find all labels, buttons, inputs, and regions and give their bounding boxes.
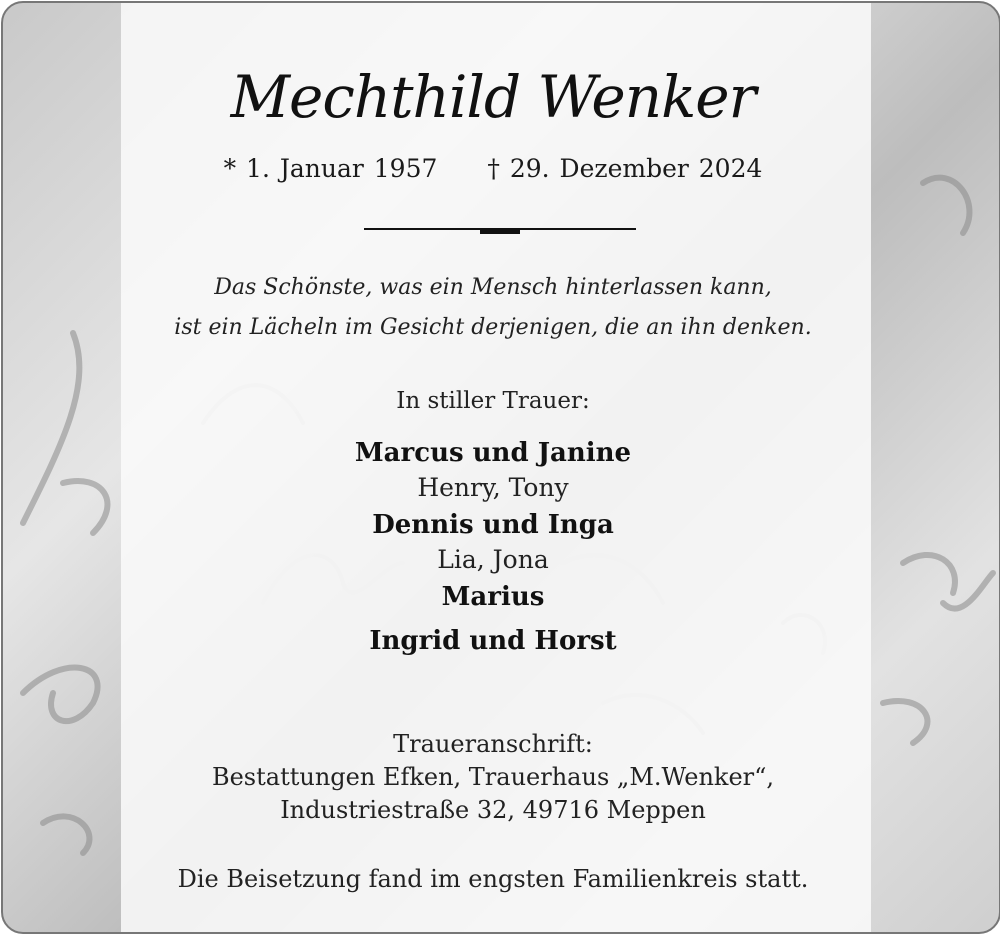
mourning-address (118, 728, 868, 827)
divider-accent (480, 228, 520, 234)
mourner-names: Marcus und Janine (354, 438, 632, 468)
mourner-names: Dennis und Inga (372, 510, 614, 540)
closing-note: Die Beisetzung fand im engsten Familienkreis statt. (177, 865, 809, 893)
quote-line: ist ein Lächeln im Gesicht derjenigen, die an ihn denken. (174, 315, 812, 340)
mourners-list (118, 434, 868, 660)
address-line: Bestattungen Efken, Trauerhaus „M.Wenker“, (211, 763, 775, 791)
mourning-intro: In stiller Trauer: (396, 388, 590, 414)
mourner-names: Marius (441, 582, 545, 612)
death-date: † 29. Dezember 2024 (487, 154, 763, 183)
birth-date: * 1. Januar 1957 (223, 154, 438, 183)
obituary-content (118, 0, 868, 933)
address-line: Industriestraße 32, 49716 Meppen (280, 796, 706, 824)
quote-line: Das Schönste, was ein Mensch hinterlassen kann, (214, 275, 772, 300)
memorial-quote (118, 268, 868, 348)
life-dates (118, 154, 868, 184)
deceased-name: Mechthild Wenker (230, 63, 756, 131)
address-label: Traueranschrift: (393, 730, 593, 758)
mourner-names: Ingrid und Horst (369, 626, 617, 656)
mourner-children: Lia, Jona (437, 545, 549, 574)
mourner-children: Henry, Tony (417, 473, 569, 502)
